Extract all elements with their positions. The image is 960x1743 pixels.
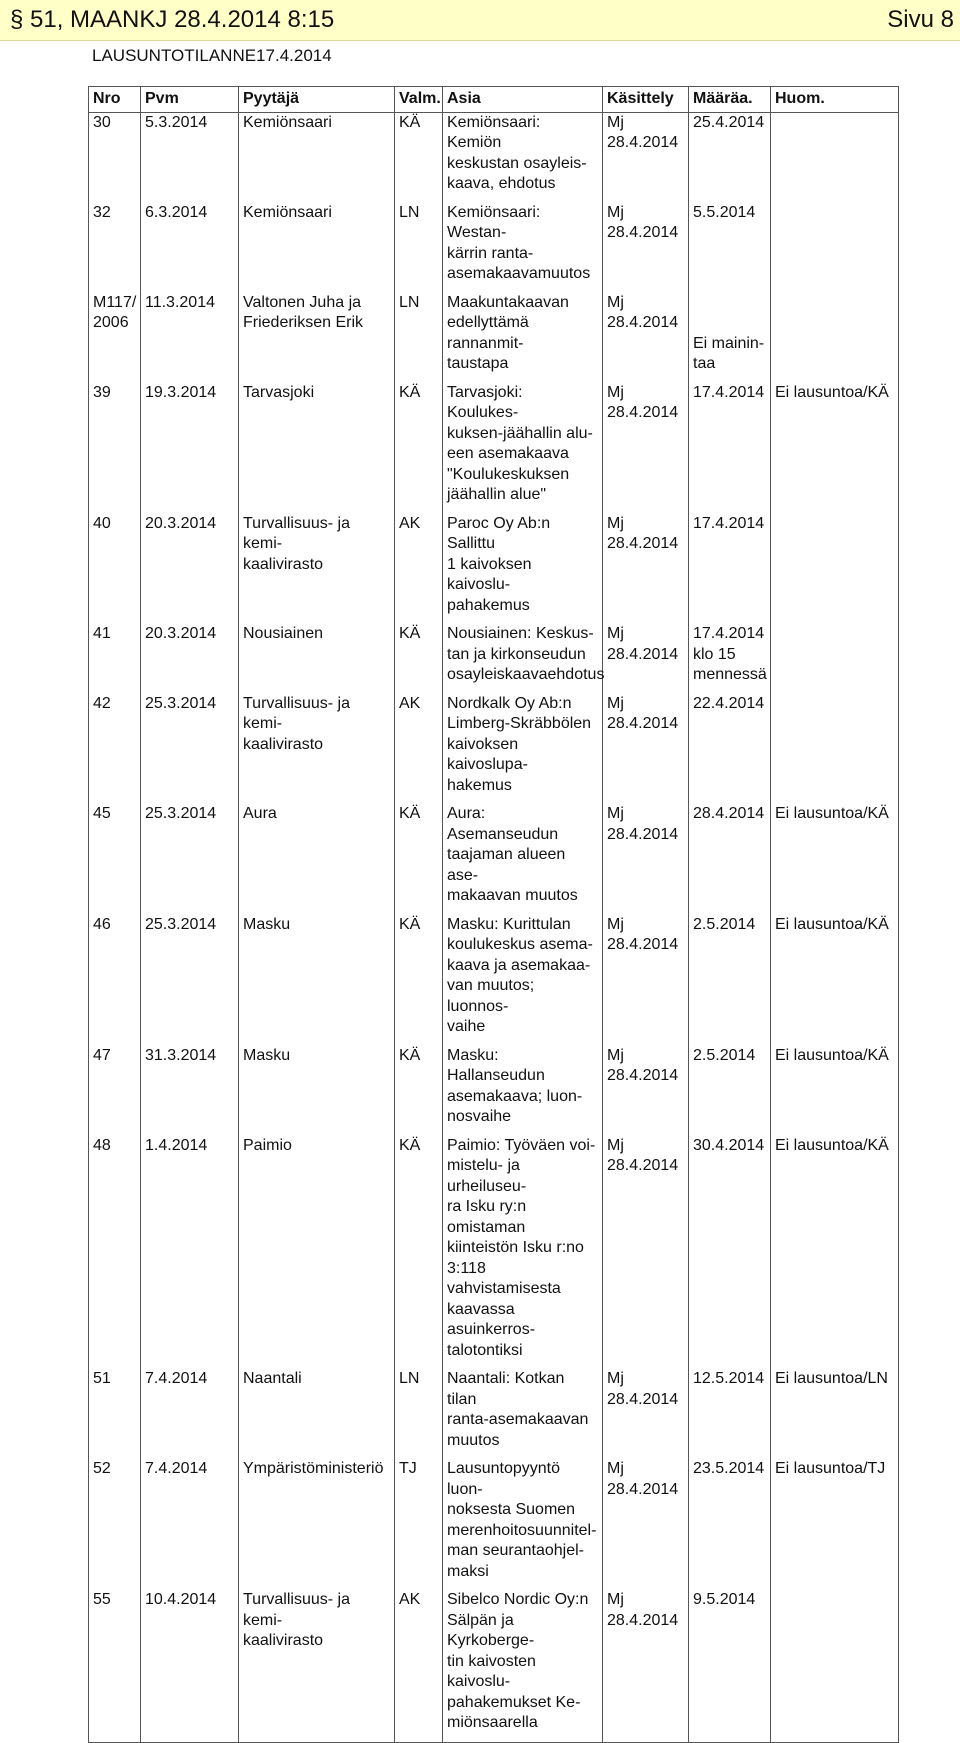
- document-subtitle: LAUSUNTOTILANNE17.4.2014: [92, 46, 332, 65]
- cell-pyytaja: Turvallisuus- ja kemi- kaalivirasto: [239, 694, 395, 805]
- cell-pyytaja: Masku: [239, 1046, 395, 1136]
- cell-valm: LN: [395, 1369, 443, 1459]
- cell-nro: 30: [89, 112, 141, 203]
- cell-huom: [771, 203, 899, 293]
- cell-huom: Ei lausuntoa/KÄ: [771, 804, 899, 915]
- cell-kasittely: Mj 28.4.2014: [603, 112, 689, 203]
- cell-huom: [771, 1590, 899, 1742]
- cell-kasittely: Mj 28.4.2014: [603, 1590, 689, 1742]
- column-header-kasittely: Käsittely: [603, 87, 689, 113]
- column-header-pyytaja: Pyytäjä: [239, 87, 395, 113]
- cell-asia: Kemiönsaari: Kemiön keskustan osayleis- kaava, ehdotus: [443, 112, 603, 203]
- cell-nro: M117/ 2006: [89, 293, 141, 383]
- cell-pyytaja: Turvallisuus- ja kemi- kaalivirasto: [239, 1590, 395, 1742]
- table-header-row: [89, 87, 899, 113]
- table-row: [89, 915, 899, 1046]
- column-header-huom: Huom.: [771, 87, 899, 113]
- cell-valm: AK: [395, 514, 443, 625]
- cell-valm: LN: [395, 293, 443, 383]
- cell-maaraa: Ei mainin- taa: [689, 293, 771, 383]
- cell-nro: 48: [89, 1136, 141, 1370]
- cell-nro: 42: [89, 694, 141, 805]
- page-header: [0, 0, 960, 41]
- cell-pyytaja: Masku: [239, 915, 395, 1046]
- cell-pvm: 20.3.2014: [141, 514, 239, 625]
- cell-pyytaja: Kemiönsaari: [239, 112, 395, 203]
- cell-asia: Maakuntakaavan edellyttämä rannanmit- taustapa: [443, 293, 603, 383]
- cell-valm: KÄ: [395, 1046, 443, 1136]
- cell-maaraa: 17.4.2014: [689, 514, 771, 625]
- cell-asia: Nordkalk Oy Ab:n Limberg-Skräbbölen kaivoksen kaivoslupa- hakemus: [443, 694, 603, 805]
- cell-asia: Naantali: Kotkan tilan ranta-asemakaavan muutos: [443, 1369, 603, 1459]
- cell-pyytaja: Aura: [239, 804, 395, 915]
- cell-valm: TJ: [395, 1459, 443, 1590]
- cell-nro: 47: [89, 1046, 141, 1136]
- cell-pvm: 11.3.2014: [141, 293, 239, 383]
- cell-nro: 45: [89, 804, 141, 915]
- cell-asia: Kemiönsaari: Westan- kärrin ranta- asemakaavamuutos: [443, 203, 603, 293]
- cell-huom: Ei lausuntoa/LN: [771, 1369, 899, 1459]
- table-row: [89, 112, 899, 203]
- cell-valm: AK: [395, 1590, 443, 1742]
- cell-nro: 52: [89, 1459, 141, 1590]
- column-header-nro: Nro: [89, 87, 141, 113]
- column-header-valm: Valm.: [395, 87, 443, 113]
- cell-pvm: 1.4.2014: [141, 1136, 239, 1370]
- cell-kasittely: Mj 28.4.2014: [603, 1459, 689, 1590]
- cell-maaraa: 28.4.2014: [689, 804, 771, 915]
- cell-maaraa: 23.5.2014: [689, 1459, 771, 1590]
- cell-maaraa: 2.5.2014: [689, 1046, 771, 1136]
- cell-huom: [771, 624, 899, 694]
- table-row: [89, 624, 899, 694]
- cell-huom: Ei lausuntoa/KÄ: [771, 383, 899, 514]
- table-row: [89, 1046, 899, 1136]
- table-row: [89, 293, 899, 383]
- table-row: [89, 1459, 899, 1590]
- cell-valm: KÄ: [395, 1136, 443, 1370]
- cell-kasittely: Mj 28.4.2014: [603, 694, 689, 805]
- cell-huom: Ei lausuntoa/KÄ: [771, 915, 899, 1046]
- cell-asia: Nousiainen: Keskus- tan ja kirkonseudun osayleiskaavaehdotus: [443, 624, 603, 694]
- cell-huom: [771, 514, 899, 625]
- cell-pvm: 19.3.2014: [141, 383, 239, 514]
- cell-kasittely: Mj 28.4.2014: [603, 804, 689, 915]
- cell-pvm: 7.4.2014: [141, 1459, 239, 1590]
- cell-kasittely: Mj 28.4.2014: [603, 293, 689, 383]
- table-row: [89, 1590, 899, 1742]
- cell-maaraa: 17.4.2014 klo 15 mennessä: [689, 624, 771, 694]
- cell-huom: [771, 293, 899, 383]
- cell-kasittely: Mj 28.4.2014: [603, 514, 689, 625]
- cell-huom: Ei lausuntoa/KÄ: [771, 1136, 899, 1370]
- table-row: [89, 383, 899, 514]
- cell-valm: KÄ: [395, 915, 443, 1046]
- cell-asia: Sibelco Nordic Oy:n Sälpän ja Kyrkoberge- tin kaivosten kaivoslu- pahakemukset Ke- miönsaarella: [443, 1590, 603, 1742]
- cell-pvm: 25.3.2014: [141, 804, 239, 915]
- cell-kasittely: Mj 28.4.2014: [603, 624, 689, 694]
- cell-kasittely: Mj 28.4.2014: [603, 1136, 689, 1370]
- cell-nro: 40: [89, 514, 141, 625]
- cell-pyytaja: Valtonen Juha ja Friederiksen Erik: [239, 293, 395, 383]
- cell-pyytaja: Kemiönsaari: [239, 203, 395, 293]
- cell-pyytaja: Naantali: [239, 1369, 395, 1459]
- column-header-maaraa: Määräa.: [689, 87, 771, 113]
- cell-kasittely: Mj 28.4.2014: [603, 203, 689, 293]
- cell-pvm: 10.4.2014: [141, 1590, 239, 1742]
- cell-pyytaja: Tarvasjoki: [239, 383, 395, 514]
- cell-nro: 46: [89, 915, 141, 1046]
- cell-maaraa: 25.4.2014: [689, 112, 771, 203]
- cell-pvm: 25.3.2014: [141, 694, 239, 805]
- cell-nro: 55: [89, 1590, 141, 1742]
- cell-asia: Lausuntopyyntö luon- noksesta Suomen merenhoitosuunnitel- man seurantaohjel- maksi: [443, 1459, 603, 1590]
- table-row: [89, 1136, 899, 1370]
- header-title: § 51, MAANKJ 28.4.2014 8:15: [10, 6, 335, 33]
- cell-valm: LN: [395, 203, 443, 293]
- cell-huom: Ei lausuntoa/KÄ: [771, 1046, 899, 1136]
- cell-maaraa: 22.4.2014: [689, 694, 771, 805]
- cell-asia: Masku: Hallanseudun asemakaava; luon- nosvaihe: [443, 1046, 603, 1136]
- cell-asia: Paimio: Työväen voi- mistelu- ja urheiluseu- ra Isku ry:n omistaman kiinteistön Isku r:no 3:118 vahvistamisesta kaavassa asuinkerros- talotontiksi: [443, 1136, 603, 1370]
- cell-pvm: 31.3.2014: [141, 1046, 239, 1136]
- cell-valm: KÄ: [395, 383, 443, 514]
- cell-kasittely: Mj 28.4.2014: [603, 1369, 689, 1459]
- cell-maaraa: 9.5.2014: [689, 1590, 771, 1742]
- cell-pvm: 6.3.2014: [141, 203, 239, 293]
- cell-huom: [771, 694, 899, 805]
- cell-asia: Tarvasjoki: Koulukes- kuksen-jäähallin alu- een asemakaava "Koulukeskuksen jäähallin alue": [443, 383, 603, 514]
- cell-pvm: 20.3.2014: [141, 624, 239, 694]
- cell-pyytaja: Turvallisuus- ja kemi- kaalivirasto: [239, 514, 395, 625]
- cell-maaraa: 12.5.2014: [689, 1369, 771, 1459]
- table-row: [89, 514, 899, 625]
- cell-pyytaja: Paimio: [239, 1136, 395, 1370]
- cell-kasittely: Mj 28.4.2014: [603, 1046, 689, 1136]
- column-header-pvm: Pvm: [141, 87, 239, 113]
- cell-asia: Masku: Kurittulan koulukeskus asema- kaava ja asemakaa- van muutos; luonnos- vaihe: [443, 915, 603, 1046]
- table-row: [89, 804, 899, 915]
- cell-pyytaja: Ympäristöministeriö: [239, 1459, 395, 1590]
- table-row: [89, 203, 899, 293]
- statement-table: [88, 86, 899, 1743]
- cell-valm: AK: [395, 694, 443, 805]
- cell-pvm: 5.3.2014: [141, 112, 239, 203]
- cell-nro: 32: [89, 203, 141, 293]
- table-body: [89, 112, 899, 1742]
- cell-valm: KÄ: [395, 624, 443, 694]
- cell-huom: Ei lausuntoa/TJ: [771, 1459, 899, 1590]
- cell-asia: Paroc Oy Ab:n Sallittu 1 kaivoksen kaivoslu- pahakemus: [443, 514, 603, 625]
- cell-kasittely: Mj 28.4.2014: [603, 915, 689, 1046]
- cell-pyytaja: Nousiainen: [239, 624, 395, 694]
- cell-nro: 51: [89, 1369, 141, 1459]
- cell-nro: 41: [89, 624, 141, 694]
- cell-asia: Aura: Asemanseudun taajaman alueen ase- makaavan muutos: [443, 804, 603, 915]
- cell-pvm: 7.4.2014: [141, 1369, 239, 1459]
- table-row: [89, 1369, 899, 1459]
- page-number: Sivu 8: [887, 6, 954, 33]
- cell-maaraa: 5.5.2014: [689, 203, 771, 293]
- cell-huom: [771, 112, 899, 203]
- table-row: [89, 694, 899, 805]
- cell-maaraa: 17.4.2014: [689, 383, 771, 514]
- cell-maaraa: 2.5.2014: [689, 915, 771, 1046]
- cell-pvm: 25.3.2014: [141, 915, 239, 1046]
- column-header-asia: Asia: [443, 87, 603, 113]
- cell-valm: KÄ: [395, 804, 443, 915]
- cell-nro: 39: [89, 383, 141, 514]
- cell-kasittely: Mj 28.4.2014: [603, 383, 689, 514]
- cell-valm: KÄ: [395, 112, 443, 203]
- cell-maaraa: 30.4.2014: [689, 1136, 771, 1370]
